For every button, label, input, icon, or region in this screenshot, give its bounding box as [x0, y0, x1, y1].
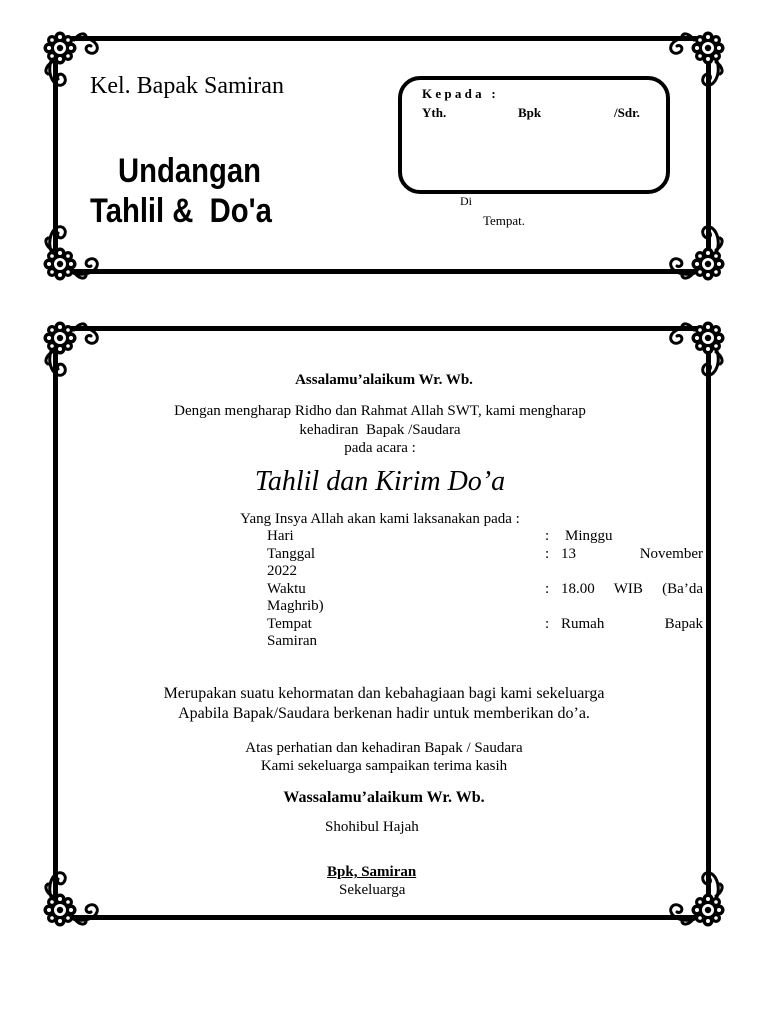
detail-label: Tempat: [267, 616, 312, 632]
floral-corner-ornament-icon: [664, 318, 728, 382]
address-bpk: Bpk: [518, 105, 542, 120]
details-table: [267, 528, 707, 653]
address-sdr: /Sdr.: [614, 105, 640, 120]
floral-corner-ornament-icon: [40, 866, 104, 930]
detail-colon: :: [545, 546, 550, 562]
address-yth: Yth.: [422, 105, 447, 120]
intro-line1: Dengan mengharap Ridho dan Rahmat Allah SWT, kami mengharap: [174, 403, 586, 419]
detail-row-waktu: [267, 581, 707, 615]
host-label: Shohibul Hajah: [325, 819, 419, 835]
cover-title-line2: Tahlil & Do'a: [90, 192, 272, 230]
closing-line1: Merupakan suatu kehormatan dan kebahagiaan bagi kami sekeluarga: [163, 685, 605, 702]
signature-name: Bpk, Samiran: [327, 864, 417, 880]
floral-corner-ornament-icon: [40, 318, 104, 382]
detail-value-wrap: Maghrib): [267, 598, 324, 614]
detail-colon: :: [545, 581, 550, 597]
floral-corner-ornament-icon: [664, 220, 728, 284]
farewell: Wassalamu’alaikum Wr. Wb.: [283, 789, 485, 806]
detail-value-wrap: 2022: [267, 563, 297, 579]
signature-family: Sekeluarga: [339, 882, 406, 898]
detail-label: Waktu: [267, 581, 306, 597]
detail-value: Minggu: [565, 528, 613, 544]
detail-colon: :: [545, 528, 550, 544]
detail-label: Tanggal: [267, 546, 316, 562]
thanks-line1: Atas perhatian dan kehadiran Bapak / Saudara: [245, 740, 523, 756]
event-title: Tahlil dan Kirim Do’a: [254, 466, 506, 497]
address-to-label: K e p a d a :: [422, 86, 496, 101]
detail-row-tanggal: [267, 546, 707, 580]
floral-corner-ornament-icon: [664, 28, 728, 92]
thanks-line2: Kami sekeluarga sampaikan terima kasih: [260, 758, 508, 774]
detail-value-wrap: Samiran: [267, 633, 317, 649]
intro-line2: kehadiran Bapak /Saudara: [299, 422, 461, 438]
cover-title-line1: Undangan: [118, 152, 261, 190]
floral-corner-ornament-icon: [664, 866, 728, 930]
detail-row-hari: [267, 528, 707, 545]
intro-line3: pada acara :: [344, 440, 416, 456]
schedule-intro: Yang Insya Allah akan kami laksanakan pada :: [240, 511, 520, 527]
sender-name: Kel. Bapak Samiran: [90, 73, 284, 99]
address-di: Di: [460, 194, 472, 208]
detail-value: 18.00 WIB (Ba’da: [561, 581, 703, 597]
greeting: Assalamu’alaikum Wr. Wb.: [295, 372, 473, 388]
address-tempat: Tempat.: [483, 213, 526, 228]
detail-value: 13 November: [561, 546, 703, 562]
detail-row-tempat: [267, 616, 707, 650]
detail-value: Rumah Bapak: [561, 616, 703, 632]
closing-line2: Apabila Bapak/Saudara berkenan hadir untuk memberikan do’a.: [178, 705, 590, 722]
detail-label: Hari: [267, 528, 294, 544]
detail-colon: :: [545, 616, 550, 632]
